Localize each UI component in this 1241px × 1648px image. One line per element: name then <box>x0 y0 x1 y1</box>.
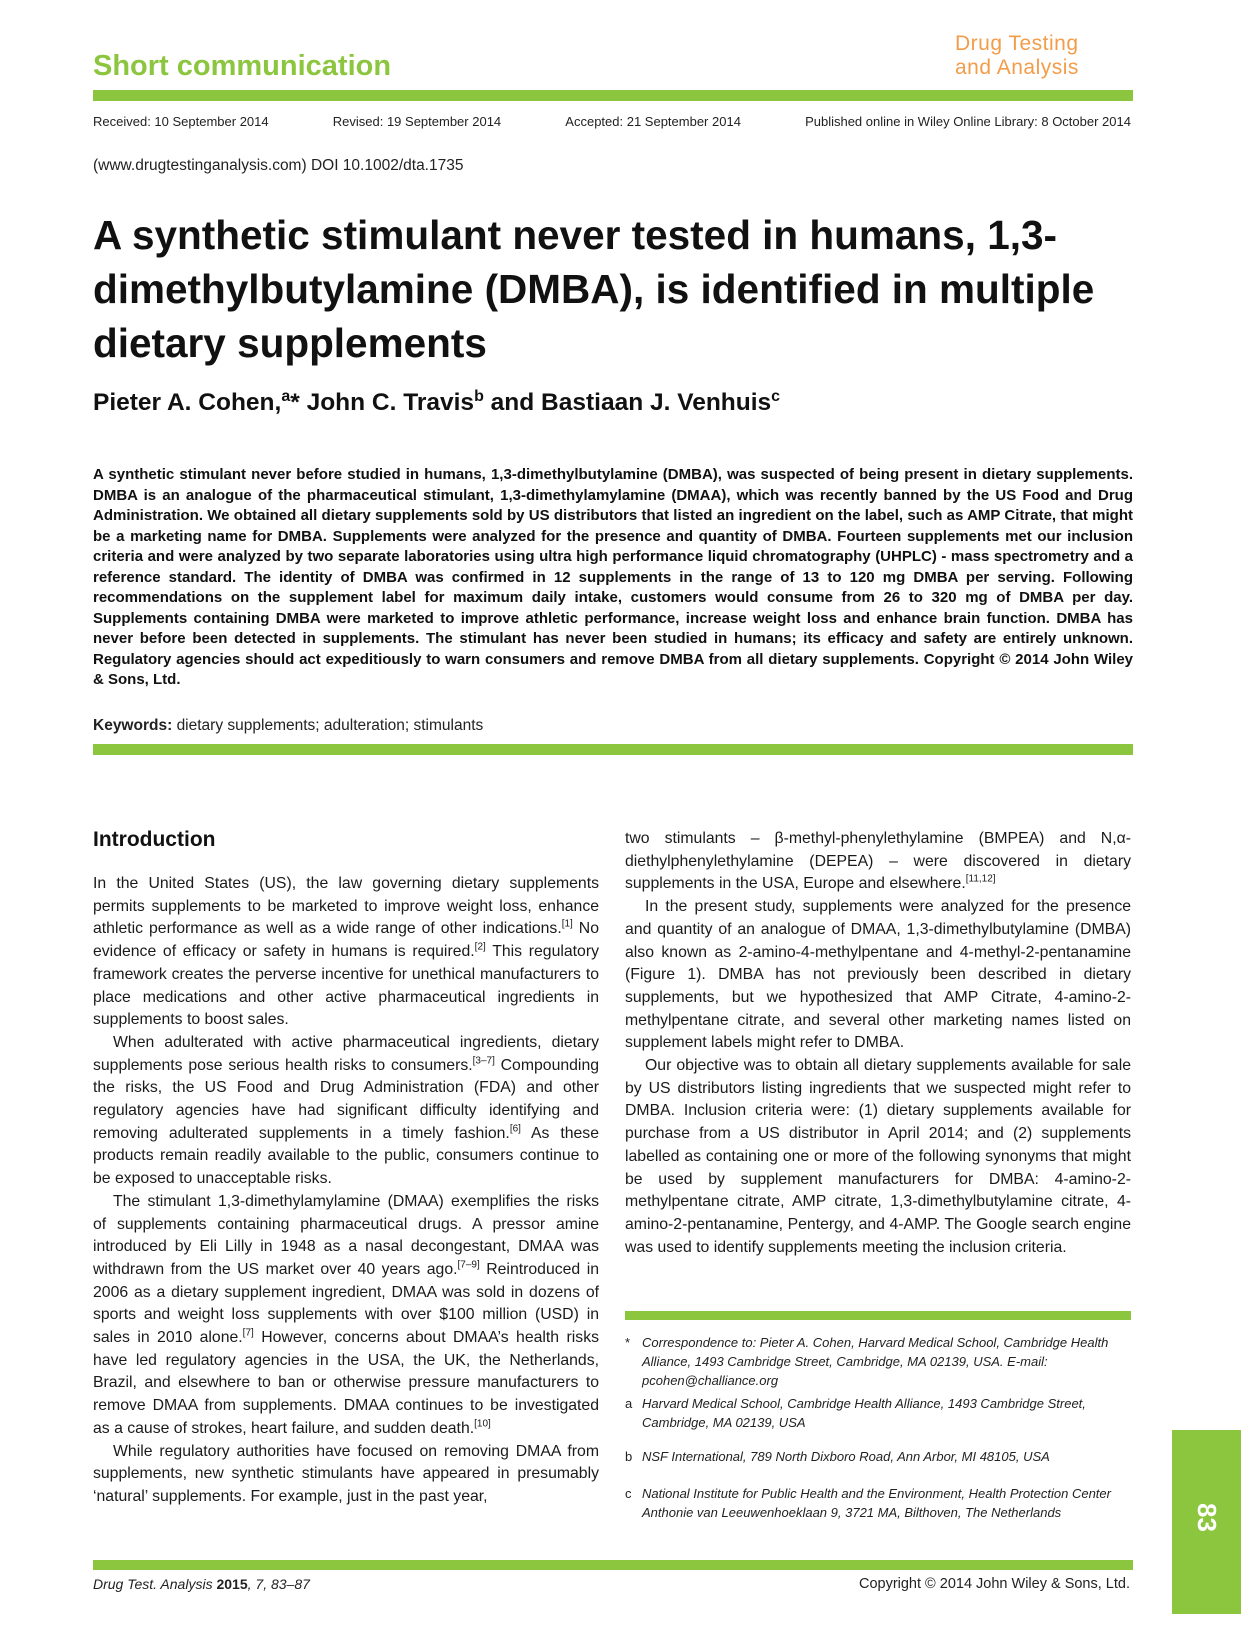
footer-rule <box>93 1560 1133 1570</box>
affiliation-a <box>625 1394 1135 1432</box>
citation[interactable]: [1] <box>561 919 573 931</box>
paragraph: Our objective was to obtain all dietary supplements available for sale by US distributors listing ingredients that we suspected might refer to DMBA. Inclusion criteria were: (1) dietary supplements available for purchase from a US distributor in April 2014; and (2) supplements labelled as containing one or more of the following synonyms that might be used by supplement manufacturers for DMBA: 4-amino-2-methylpentane citrate, AMP citrate, 1,3-dimethylbutylamine citrate, 4-amino-2-pentanamine, Pentergy, and 4-AMP. The Google search engine was used to identify supplements meeting the inclusion criteria. <box>625 1057 1131 1256</box>
paragraph: In the United States (US), the law governing dietary supplements permits supplements to be marketed to improve weight loss, enhance athletic performance as well as a wide range of other indications.[1] No evidence of efficacy or safety in humans is required.[2] This regulatory framework creates the perverse incentive for unethical manufacturers to place medications and other active pharmaceutical ingredients in supplements to boost sales. <box>93 875 599 1029</box>
body-column-right <box>625 828 1131 1259</box>
citation[interactable]: [11,12] <box>965 874 996 886</box>
citation[interactable]: [7] <box>242 1327 254 1339</box>
footnote-text: Harvard Medical School, Cambridge Health Alliance, 1493 Cambridge Street, Cambridge, MA 02139, USA <box>642 1396 1086 1430</box>
author-list <box>93 388 780 417</box>
keywords-list: dietary supplements; adulteration; stimulants <box>176 717 484 734</box>
citation[interactable]: [2] <box>474 941 486 953</box>
journal-logo-line1: Drug Testing <box>955 32 1079 55</box>
abstract: A synthetic stimulant never before studied in humans, 1,3-dimethylbutylamine (DMBA), was suspected of being present in dietary supplements. DMBA is an analogue of the pharmaceutical stimulant, 1,3-dimethylamylamine (DMAA), which was recently banned by the US Food and Drug Administration. We obtained all dietary supplements sold by US distributors that listed an ingredient on the label, such as AMP Citrate, that might be a marketing name for DMBA. Supplements were analyzed for the presence and quantity of DMBA. Fourteen supplements met our inclusion criteria and were analyzed by two separate laboratories using ultra high performance liquid chromatography (UHPLC) - mass spectrometry and a reference standard. The identity of DMBA was confirmed in 12 supplements in the range of 13 to 120 mg DMBA per serving. Following recommendations on the supplement label for maximum daily intake, customers would consume from 26 to 320 mg of DMBA per day. Supplements containing DMBA were marketed to improve athletic performance, increase weight loss and enhance brain function. DMBA has never before been detected in supplements. The stimulant has never been studied in humans; its efficacy and safety are entirely unknown. Regulatory agencies should act expeditiously to warn consumers and remove DMBA from all dietary supplements. Copyright © 2014 John Wiley & Sons, Ltd. <box>93 466 1133 688</box>
citation[interactable]: [3–7] <box>472 1055 495 1067</box>
corresponding-star: * <box>290 389 300 417</box>
citation[interactable]: [7–9] <box>457 1259 480 1271</box>
footnote-rule <box>625 1311 1131 1320</box>
paragraph: two stimulants – β-methyl-phenylethylamine (BMPEA) and N,α-diethylphenylethylamine (DEPEA) – were discovered in dietary supplements in the USA, Europe and elsewhere.[11,12] <box>625 830 1131 893</box>
page-number-tab <box>1172 1430 1241 1614</box>
body-column-left <box>93 873 599 1509</box>
doi-line[interactable]: (www.drugtestinganalysis.com) DOI 10.1002/dta.1735 <box>93 157 464 174</box>
keywords <box>93 717 483 735</box>
article-title: A synthetic stimulant never tested in humans, 1,3-dimethylbutylamine (DMBA), is identified in multiple dietary supplements <box>93 212 1095 366</box>
author-name: Bastiaan J. Venhuis <box>541 389 772 417</box>
footer-copyright: Copyright © 2014 John Wiley & Sons, Ltd. <box>858 1576 1130 1592</box>
accepted-date: Accepted: 21 September 2014 <box>565 114 741 129</box>
footnote-mark: c <box>625 1486 632 1501</box>
author-name: Pieter A. Cohen, <box>93 389 282 417</box>
correspondence-note <box>625 1333 1135 1390</box>
published-date: Published online in Wiley Online Library: 8 October 2014 <box>805 114 1131 129</box>
citation[interactable]: [10] <box>474 1418 491 1430</box>
journal-citation: Drug Test. Analysis 2015, 7, 83–87 <box>93 1576 310 1592</box>
page-number: 83 <box>1192 1503 1222 1532</box>
author-affiliation-mark: a <box>281 388 291 405</box>
footnote-text: National Institute for Public Health and the Environment, Health Protection Center Anthonie van Leeuwenhoeklaan 9, 3721 MA, Bilthoven, The Netherlands <box>642 1486 1111 1520</box>
section-heading-introduction: Introduction <box>93 828 216 851</box>
author-conjunction: and <box>490 389 535 417</box>
paragraph: When adulterated with active pharmaceutical ingredients, dietary supplements pose serious health risks to consumers.[3–7] Compounding the risks, the US Food and Drug Administration (FDA) and other regulatory agencies have had significant difficulty identifying and removing adulterated supplements in a timely fashion.[6] As these products remain readily available to the public, consumers continue to be exposed to unacceptable risks. <box>93 1033 600 1188</box>
section-label: Short communication <box>93 50 392 82</box>
journal-logo-line2: and Analysis <box>955 56 1079 79</box>
affiliation-b <box>625 1447 1135 1466</box>
author-affiliation-mark: c <box>771 388 781 405</box>
dates-row <box>93 114 1131 129</box>
received-date: Received: 10 September 2014 <box>93 114 269 129</box>
footnote-text: Correspondence to: Pieter A. Cohen, Harvard Medical School, Cambridge Health Alliance, 1493 Cambridge Street, Cambridge, MA 02139, USA. E-mail: pcohen@challiance.org <box>642 1335 1109 1388</box>
footnote-mark: b <box>625 1449 633 1464</box>
revised-date: Revised: 19 September 2014 <box>332 114 502 129</box>
footnote-mark: a <box>625 1396 633 1411</box>
paragraph: While regulatory authorities have focused on removing DMAA from supplements, new synthetic stimulants have appeared in presumably ‘natural’ supplements. For example, just in the past year, <box>93 1442 599 1505</box>
journal-logo <box>955 32 1130 80</box>
abstract-rule <box>93 744 1133 755</box>
paragraph: In the present study, supplements were analyzed for the presence and quantity of an analogue of DMAA, 1,3-dimethylbutylamine (DMBA) also known as 2-amino-4-methylpentane and 4-methyl-2-pentanamine (Figure 1). DMBA has not previously been described in dietary supplements, but we hypothesized that AMP Citrate, 4-amino-2-methylpentane citrate, and several other marketing names listed on supplement labels might refer to DMBA. <box>625 898 1131 1052</box>
author-name: John C. Travis <box>306 389 475 417</box>
paragraph: The stimulant 1,3-dimethylamylamine (DMAA) exemplifies the risks of supplements containing pharmaceutical drugs. A pressor amine introduced by Eli Lilly in 1948 as a nasal decongestant, DMAA was withdrawn from the US market over 40 years ago.[7–9] Reintroduced in 2006 as a dietary supplement ingredient, DMAA was sold in dozens of sports and weight loss supplements with over $100 million (USD) in sales in 2010 alone.[7] However, concerns about DMAA’s health risks have led regulatory agencies in the USA, the UK, the Netherlands, Brazil, and elsewhere to ban or otherwise pressure manufacturers to remove DMAA from supplements. DMAA continues to be investigated as a cause of strokes, heart failure, and sudden death.[10] <box>93 1192 599 1437</box>
footnote-mark: * <box>625 1335 631 1350</box>
affiliation-c <box>625 1484 1135 1522</box>
keywords-label: Keywords: <box>93 717 173 734</box>
header-rule <box>93 90 1133 101</box>
footnote-text: NSF International, 789 North Dixboro Road, Ann Arbor, MI 48105, USA <box>642 1449 1050 1464</box>
citation[interactable]: [6] <box>509 1123 521 1135</box>
author-affiliation-mark: b <box>474 388 484 405</box>
